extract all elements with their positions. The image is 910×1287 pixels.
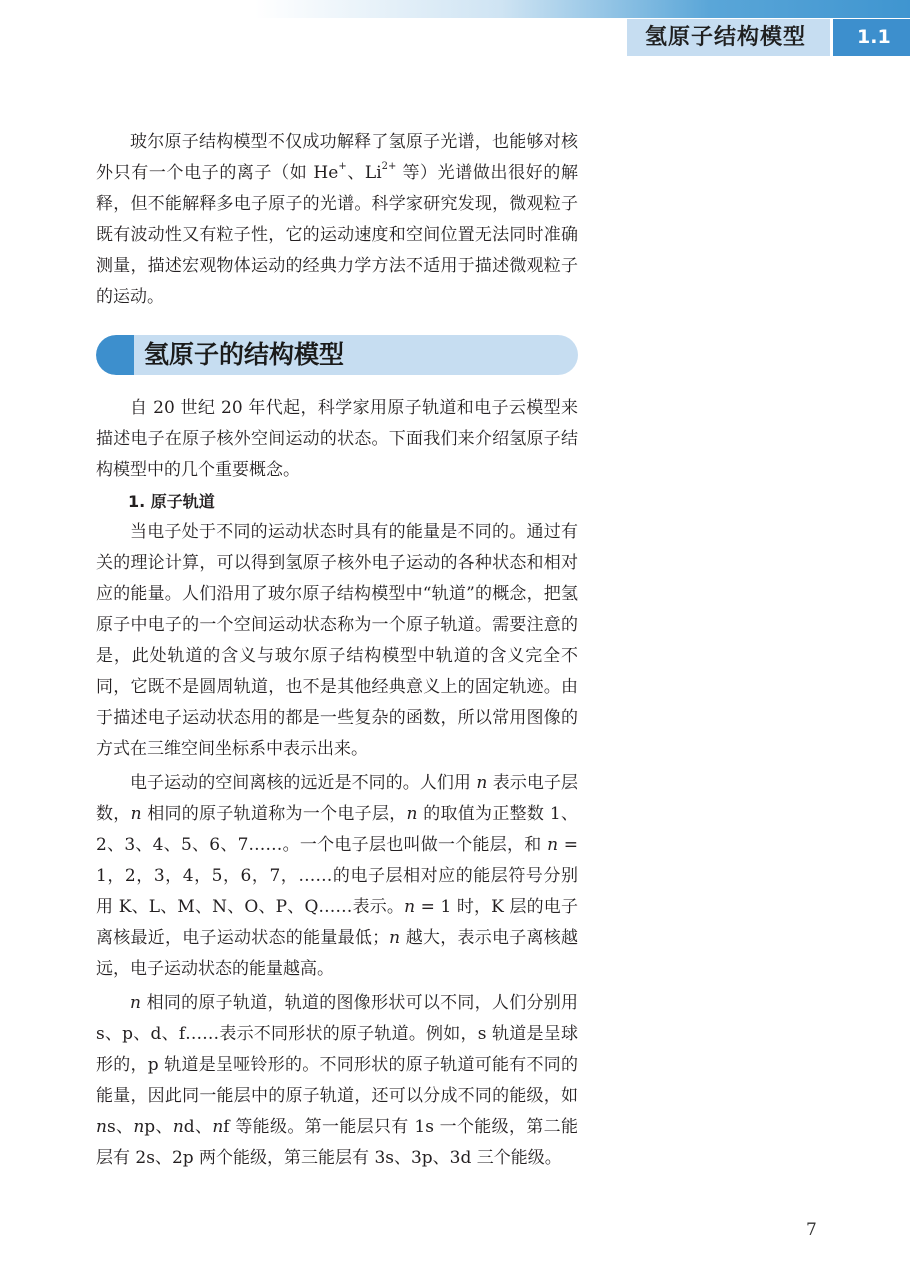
variable-n: n: [212, 1117, 224, 1137]
variable-n: n: [476, 773, 488, 793]
text-part: 电子运动的空间离核的远近是不同的。人们用: [130, 773, 477, 793]
variable-n: n: [547, 835, 559, 855]
li-ion-charge: 2+: [381, 161, 397, 173]
section-heading: 氢原子的结构模型: [144, 340, 345, 369]
text-part: d、: [183, 1117, 213, 1137]
body-text-block: [96, 393, 578, 1174]
variable-n: n: [96, 1117, 107, 1137]
text-part: 表示电子层数，: [96, 773, 579, 824]
text-part: f: [223, 1117, 230, 1137]
text-part: = 1 时，K 层的电子离核最近，电子运动状态的能量最低；: [96, 897, 578, 948]
text-part: = 1，2，3，4，5，6，7，……的电子层相对应的能层符号分别用 K、L、M、N、O、P、Q……表示。: [96, 835, 578, 917]
variable-n: n: [130, 993, 141, 1013]
intro-text-part: 、Li: [346, 163, 382, 183]
running-header-title: 氢原子结构模型: [627, 19, 830, 56]
variable-n: n: [406, 804, 418, 824]
header-gradient-band: [0, 0, 910, 18]
he-ion-charge: +: [338, 161, 347, 173]
section-heading-bar: [96, 335, 578, 375]
subheading-atomic-orbital: 1. 原子轨道: [128, 492, 215, 511]
intro-text-part: 玻尔原子结构模型不仅成功解释了氢原子光谱，也能够对核外只有一个电子的离子（如 He: [96, 132, 578, 183]
intro-text-part: 等）光谱做出很好的解释，但不能解释多电子原子的光谱。科学家研究发现，微观粒子既有波动性又有粒子性，它的运动速度和空间位置无法同时准确测量，描述宏观物体运动的经典力学方法不适用于描述微观粒子的运动。: [96, 163, 578, 307]
section-heading-accent: [96, 335, 134, 375]
variable-n: n: [389, 928, 401, 948]
body-paragraph: [96, 768, 578, 985]
variable-n: n: [172, 1117, 184, 1137]
variable-n: n: [130, 804, 142, 824]
text-part: 的取值为正整数 1、2、3、4、5、6、7……。一个电子层也叫做一个能层，和: [96, 804, 579, 855]
variable-n: n: [133, 1117, 145, 1137]
text-part: p、: [144, 1117, 173, 1137]
body-paragraph: 当电子处于不同的运动状态时具有的能量是不同的。通过有关的理论计算，可以得到氢原子核外电子运动的各种状态和相对应的能量。人们沿用了玻尔原子结构模型中“轨道”的概念，把氢原子中电子的一个空间运动状态称为一个原子轨道。需要注意的是，此处轨道的含义与玻尔原子结构模型中轨道的含义完全不同，它既不是圆周轨道，也不是其他经典意义上的固定轨迹。由于描述电子运动状态用的都是一些复杂的函数，所以常用图像的方式在三维空间坐标系中表示出来。: [96, 522, 578, 759]
page-number: 7: [806, 1220, 817, 1240]
intro-paragraph: [96, 127, 578, 313]
text-part: 相同的原子轨道，轨道的图像形状可以不同，人们分别用 s、p、d、f……表示不同形状的原子轨道。例如，s 轨道是呈球形的，p 轨道是呈哑铃形的。不同形状的原子轨道可能有不同的能量，因此同一能层中的原子轨道，还可以分成不同的能级，如: [96, 993, 578, 1106]
running-header-section-number: 1.1: [833, 19, 910, 56]
variable-n: n: [404, 897, 416, 917]
body-paragraph: 自 20 世纪 20 年代起，科学家用原子轨道和电子云模型来描述电子在原子核外空间运动的状态。下面我们来介绍氢原子结构模型中的几个重要概念。: [96, 398, 578, 480]
text-part: 越大，表示电子离核越远，电子运动状态的能量越高。: [96, 928, 579, 979]
intro-text-block: [96, 127, 578, 313]
body-paragraph: [96, 988, 578, 1174]
text-part: s、: [106, 1117, 134, 1137]
text-part: 相同的原子轨道称为一个电子层，: [141, 804, 407, 824]
text-part: 等能级。第一能层只有 1s 一个能级，第二能层有 2s、2p 两个能级，第三能层有 3s、3p、3d 三个能级。: [96, 1117, 578, 1168]
